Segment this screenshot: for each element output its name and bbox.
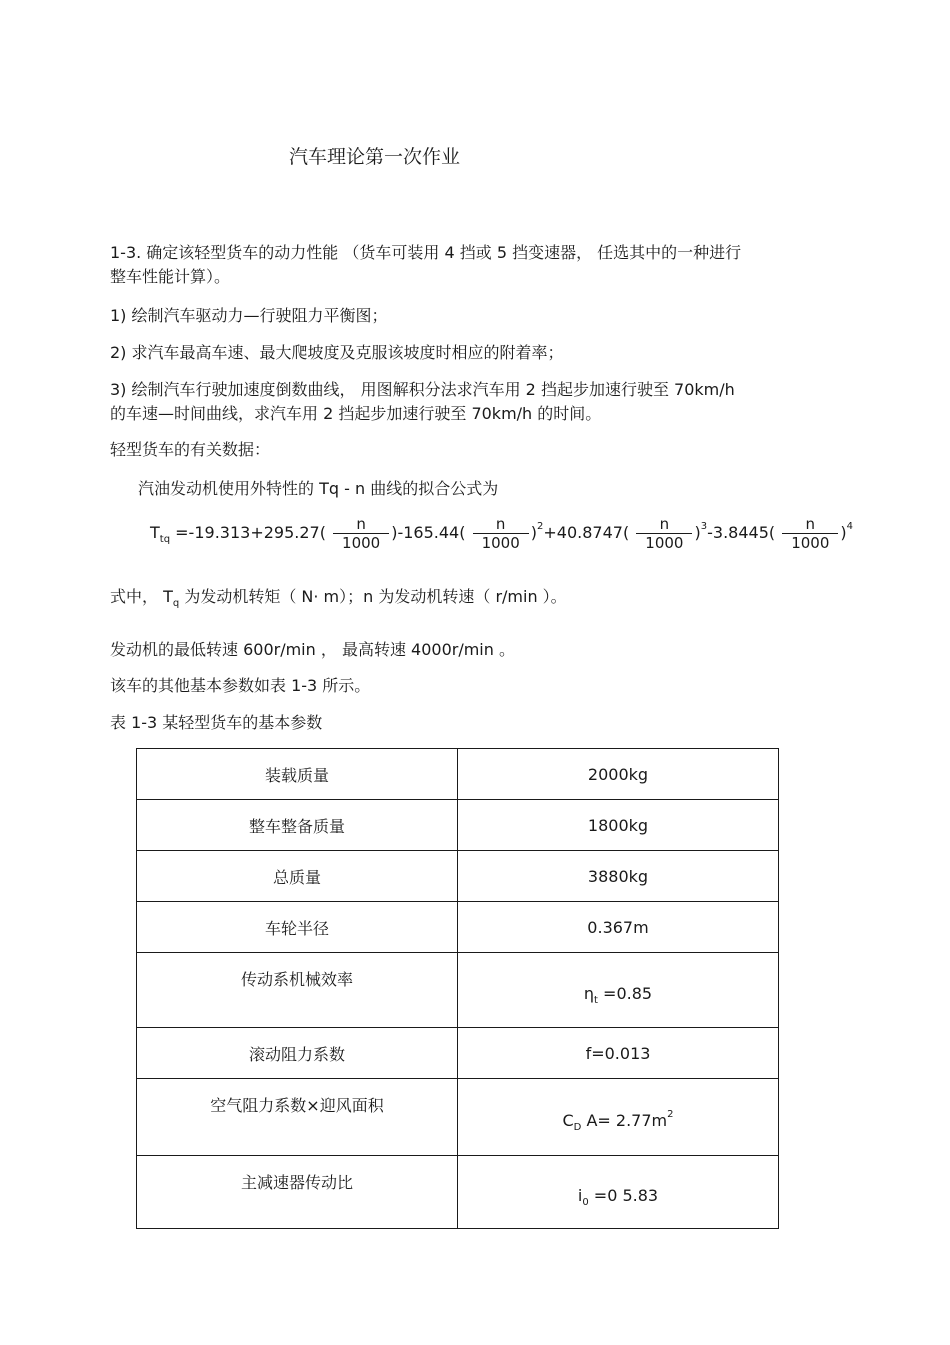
- param-label: 空气阻力系数×迎风面积: [137, 1079, 458, 1156]
- explanation-post: 为发动机转矩（ N· m）；n 为发动机转速（ r/min ）。: [179, 587, 567, 606]
- fraction-denominator: 1000: [791, 534, 830, 552]
- param-value: 3880kg: [458, 851, 779, 902]
- param-label: 传动系机械效率: [137, 953, 458, 1028]
- table-row: [137, 851, 779, 902]
- fraction-numerator: n: [636, 516, 692, 534]
- value-subscript: 0: [582, 1196, 589, 1208]
- param-label: 装载质量: [137, 749, 458, 800]
- formula-term-1: )-165.44(: [391, 523, 466, 542]
- value-main: C: [562, 1110, 574, 1130]
- param-label: 滚动阻力系数: [137, 1028, 458, 1079]
- table-row: [137, 800, 779, 851]
- table-row: [137, 1079, 779, 1156]
- value-tail: =0 5.83: [588, 1185, 659, 1205]
- value-tail: =0.85: [597, 983, 653, 1003]
- explanation-pre: 式中， T: [110, 587, 173, 606]
- formula-close-paren: ): [840, 523, 847, 542]
- task-item-3-continued: 的车速—时间曲线，求汽车用 2 挡起步加速行驶至 70km/h 的时间。: [110, 404, 602, 423]
- formula-term-3: -3.8445(: [707, 523, 776, 542]
- formula-explanation: [110, 587, 567, 610]
- fraction-numerator: n: [333, 516, 389, 534]
- param-value: 0.367m: [458, 902, 779, 953]
- fraction-2: [473, 516, 529, 553]
- table-row: [137, 902, 779, 953]
- param-value: [458, 1156, 779, 1229]
- data-heading: 轻型货车的有关数据：: [110, 440, 271, 459]
- value-subscript: D: [573, 1121, 582, 1133]
- param-label: 车轮半径: [137, 902, 458, 953]
- formula-exponent-2: 2: [537, 521, 544, 532]
- table-caption: 表 1-3 某轻型货车的基本参数: [110, 713, 323, 732]
- fraction-numerator: n: [782, 516, 838, 534]
- table-row: [137, 749, 779, 800]
- value-superscript: 2: [667, 1108, 674, 1120]
- param-label: 整车整备质量: [137, 800, 458, 851]
- engine-speed-range: 发动机的最低转速 600r/min ， 最高转速 4000r/min 。: [110, 640, 515, 659]
- formula-lhs: T: [150, 523, 160, 542]
- other-params-note: 该车的其他基本参数如表 1-3 所示。: [110, 676, 371, 695]
- fraction-denominator: 1000: [481, 534, 520, 552]
- fraction-denominator: 1000: [645, 534, 684, 552]
- formula-term-2: +40.8747(: [543, 523, 630, 542]
- fraction-1: [333, 516, 389, 553]
- task-item-3: 3) 绘制汽车行驶加速度倒数曲线， 用图解积分法求汽车用 2 挡起步加速行驶至 70km/h: [110, 380, 735, 399]
- explanation-subscript: q: [172, 598, 180, 609]
- value-tail: A= 2.77m: [581, 1110, 668, 1130]
- value-main: i: [577, 1185, 583, 1205]
- torque-formula: [150, 515, 853, 552]
- task-item-2: 2) 求汽车最高车速、最大爬坡度及克服该坡度时相应的附着率；: [110, 343, 564, 362]
- value-subscript: t: [594, 994, 598, 1006]
- table-row: [137, 953, 779, 1028]
- formula-lhs-subscript: tq: [159, 534, 171, 545]
- formula-exponent-3: 3: [700, 521, 708, 532]
- param-value: [458, 953, 779, 1028]
- value-main: η: [583, 983, 595, 1003]
- param-label: 总质量: [137, 851, 458, 902]
- formula-close-paren: ): [694, 523, 701, 542]
- page-title: 汽车理论第一次作业: [289, 146, 461, 168]
- formula-exponent-4: 4: [846, 521, 854, 532]
- fraction-denominator: 1000: [342, 534, 381, 552]
- formula-close-paren: ): [530, 523, 538, 542]
- param-label: 主减速器传动比: [137, 1156, 458, 1229]
- intro-line-2: 整车性能计算）。: [110, 267, 231, 286]
- task-item-1: 1) 绘制汽车驱动力—行驶阻力平衡图；: [110, 306, 388, 325]
- parameters-table: [136, 748, 779, 1229]
- param-value: 2000kg: [458, 749, 779, 800]
- formula-term-0: =-19.313+295.27(: [170, 523, 326, 542]
- fraction-4: [782, 516, 838, 553]
- fraction-3: [636, 516, 692, 553]
- param-value: [458, 1079, 779, 1156]
- fit-formula-intro: 汽油发动机使用外特性的 Tq - n 曲线的拟合公式为: [138, 479, 499, 498]
- table-row: [137, 1028, 779, 1079]
- intro-line-1: 1-3. 确定该轻型货车的动力性能 （货车可装用 4 挡或 5 挡变速器， 任选其中的一种进行: [110, 243, 742, 262]
- param-value: f=0.013: [458, 1028, 779, 1079]
- table-row: [137, 1156, 779, 1229]
- fraction-numerator: n: [473, 516, 529, 534]
- param-value: 1800kg: [458, 800, 779, 851]
